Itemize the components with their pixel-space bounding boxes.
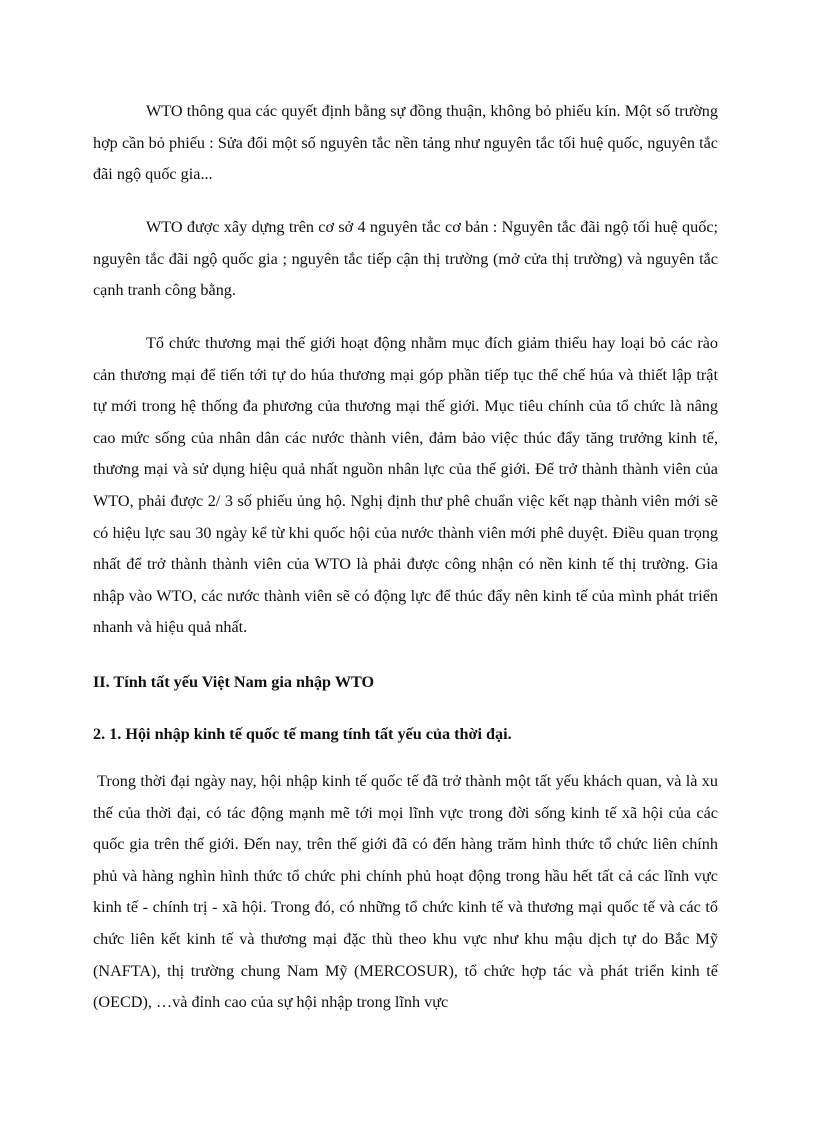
- paragraph-integration: Trong thời đại ngày nay, hội nhập kinh tế quốc tế đã trở thành một tất yếu khách quan, và là xu thế của thời đại, có tác động mạnh mẽ tới mọi lĩnh vực trong đời sống kinh tế xã hội của các quốc gia trên thế giới. Đến nay, trên thế giới đã có đến hàng trăm hình thức tổ chức liên chính phủ và hàng nghìn hình thức tổ chức phi chính phủ hoạt động trong hầu hết tất cả các lĩnh vực kinh tế - chính trị - xã hội. Trong đó, có những tổ chức kinh tế và thương mại quốc tế và các tổ chức liên kết kinh tế và thương mại đặc thù theo khu vực như khu mậu dịch tự do Bắc Mỹ (NAFTA), thị trường chung Nam Mỹ (MERCOSUR), tổ chức hợp tác và phát triển kinh tế (OECD), …và đỉnh cao của sự hội nhập trong lĩnh vực: [93, 772, 718, 1012]
- paragraph-wto-principles: WTO được xây dựng trên cơ sở 4 nguyên tắc cơ bản : Nguyên tắc đãi ngộ tối huệ quốc; nguyên tắc đãi ngộ quốc gia ; nguyên tắc tiếp cận thị trường (mở cửa thị trường) và nguyên tắc cạnh tranh công bằng.: [93, 218, 718, 300]
- paragraph-wto-consensus: WTO thông qua các quyết định bằng sự đồng thuận, không bỏ phiếu kín. Một số trường hợp cần bỏ phiếu : Sửa đổi một số nguyên tắc nền tảng như nguyên tắc tối huệ quốc, nguyên tắc đãi ngộ quốc gia...: [93, 102, 718, 184]
- paragraph-wto-objectives: Tổ chức thương mại thế giới hoạt động nhằm mục đích giảm thiểu hay loại bỏ các rào cản thương mại để tiến tới tự do húa thương mại góp phần tiếp tục thể chế húa và thiết lập trật tự mới trong hệ thống đa phương của thương mại thế giới. Mục tiêu chính của tổ chức là nâng cao mức sống của nhân dân các nước thành viên, đảm bảo việc thúc đẩy tăng trưởng kinh tế, thương mại và sử dụng hiệu quả nhất nguồn nhân lực của thế giới. Để trở thành thành viên của WTO, phải được 2/ 3 số phiếu ủng hộ. Nghị định thư phê chuẩn việc kết nạp thành viên mới sẽ có hiệu lực sau 30 ngày kể từ khi quốc hội của nước thành viên mới phê duyệt. Điều quan trọng nhất để trở thành thành viên của WTO là phải được công nhận có nền kinh tế thị trường. Gia nhập vào WTO, các nước thành viên sẽ có động lực để thúc đẩy nên kinh tế của mình phát triển nhanh và hiệu quả nhất.: [93, 334, 718, 637]
- section-heading: II. Tính tất yếu Việt Nam gia nhập WTO: [93, 673, 375, 691]
- subsection-heading: 2. 1. Hội nhập kinh tế quốc tế mang tính tất yếu của thời đại.: [93, 725, 512, 743]
